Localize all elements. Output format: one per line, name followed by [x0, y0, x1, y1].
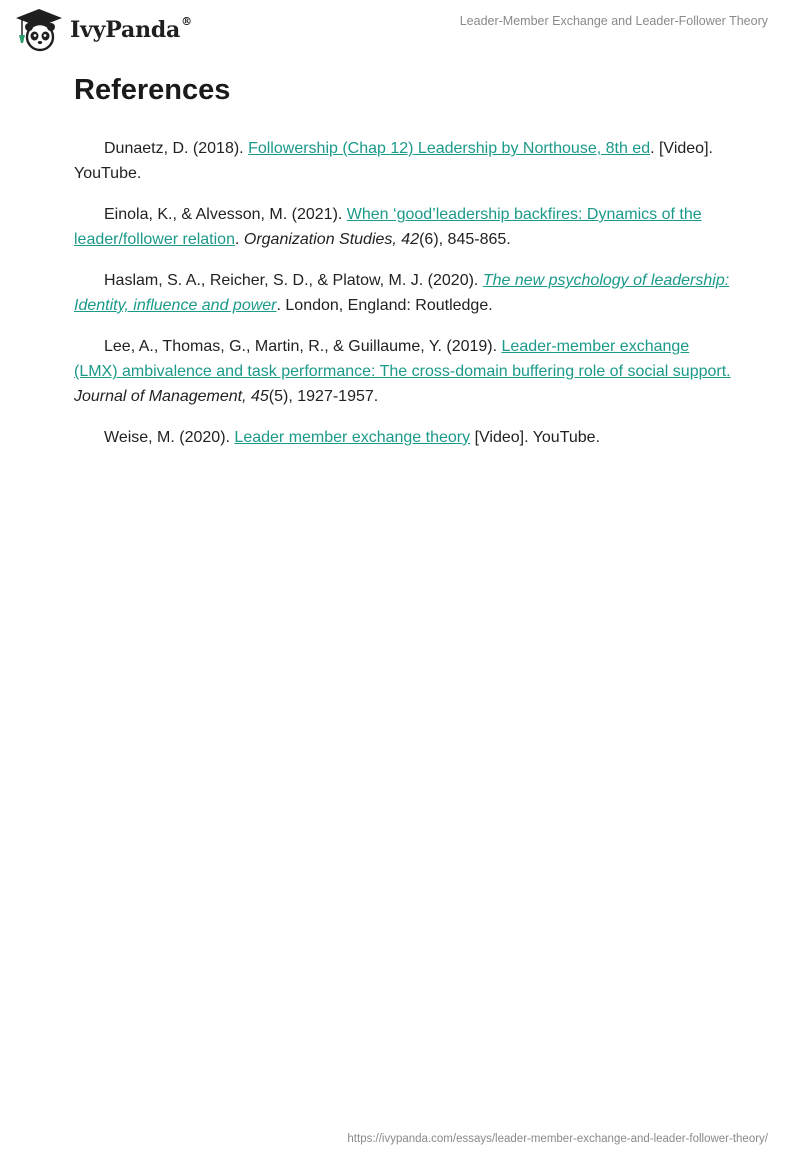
references-section	[74, 70, 734, 466]
brand-name: IvyPanda®	[70, 15, 192, 43]
reference-link[interactable]: Leader member exchange theory	[234, 429, 471, 446]
page-header	[0, 0, 800, 60]
reference-item: Haslam, S. A., Reicher, S. D., & Platow, M. J. (2020). The new psychology of leadership: Identity, influence and power. London, England: Routledge.	[74, 272, 730, 314]
ivypanda-logo[interactable]	[14, 6, 192, 54]
page-title: References	[74, 74, 231, 106]
reference-item: Dunaetz, D. (2018). Followership (Chap 12) Leadership by Northouse, 8th ed. [Video]. YouTube.	[74, 140, 713, 182]
reference-link[interactable]: When ‘good’leadership backfires: Dynamics of the leader/follower relation	[74, 206, 702, 248]
reference-link[interactable]: Leader-member exchange (LMX) ambivalence and task performance: The cross-domain buffering role of social support.	[74, 338, 731, 380]
reference-item: Lee, A., Thomas, G., Martin, R., & Guillaume, Y. (2019). Leader-member exchange (LMX) ambivalence and task performance: The cross-domain buffering role of social support. Journal of Management, 45(5), 1927-1957.	[74, 338, 731, 405]
reference-item: Einola, K., & Alvesson, M. (2021). When ‘good’leadership backfires: Dynamics of the leader/follower relation. Organization Studies, 42(6), 845-865.	[74, 206, 702, 248]
journal-name: Journal of Management, 45	[74, 388, 269, 405]
reference-item: Weise, M. (2020). Leader member exchange theory [Video]. YouTube.	[104, 429, 601, 446]
source-url: https://ivypanda.com/essays/leader-member-exchange-and-leader-follower-theory/	[347, 1133, 768, 1145]
reference-link[interactable]: The new psychology of leadership: Identity, influence and power	[74, 272, 730, 314]
reference-link[interactable]: Followership (Chap 12) Leadership by Northouse, 8th ed	[248, 140, 651, 157]
document-title: Leader-Member Exchange and Leader-Follower Theory	[459, 14, 768, 28]
panda-graduate-icon	[14, 7, 64, 53]
journal-name: Organization Studies, 42	[243, 231, 420, 248]
